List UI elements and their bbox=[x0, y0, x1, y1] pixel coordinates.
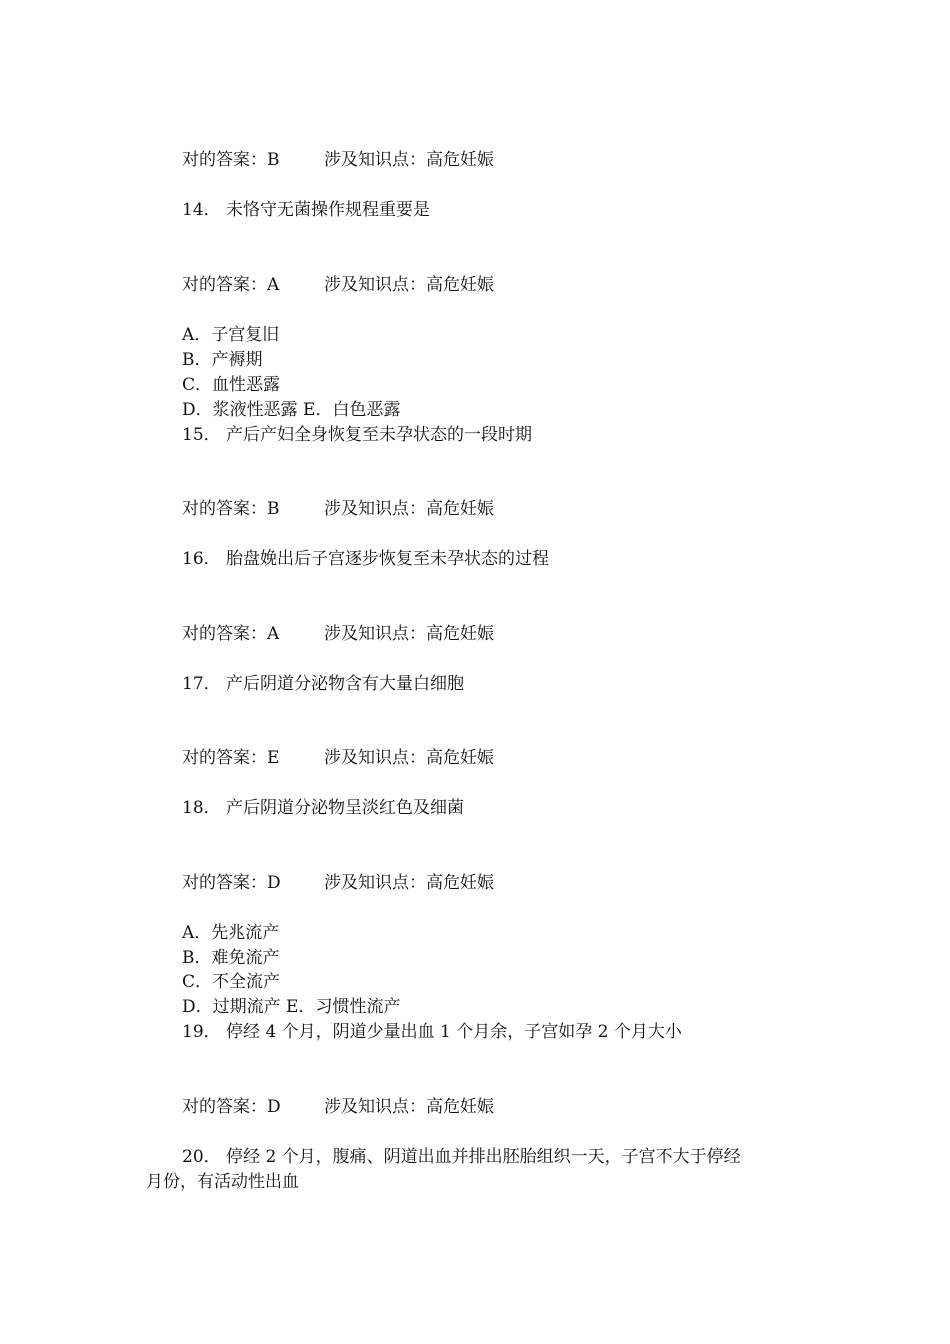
correct-answer: 对的答案：A bbox=[182, 275, 280, 295]
knowledge-point: 涉及知识点：高危妊娠 bbox=[324, 624, 494, 644]
knowledge-point: 涉及知识点：高危妊娠 bbox=[324, 1097, 494, 1117]
answer-line bbox=[182, 1095, 494, 1119]
answer-line bbox=[182, 273, 494, 297]
answer-line bbox=[182, 497, 494, 521]
option-item: A．子宫复旧 bbox=[182, 325, 280, 345]
correct-answer: 对的答案：E bbox=[182, 748, 280, 768]
correct-answer: 对的答案：A bbox=[182, 624, 280, 644]
answer-line bbox=[182, 871, 494, 895]
knowledge-point: 涉及知识点：高危妊娠 bbox=[324, 275, 494, 295]
correct-answer: 对的答案：D bbox=[182, 1097, 281, 1117]
question-20-line-1: 20． 停经 2 个月，腹痛、阴道出血并排出胚胎组织一天，子宫不大于停经 bbox=[182, 1147, 741, 1167]
question-14: 14． 未恪守无菌操作规程重要是 bbox=[182, 200, 431, 220]
option-item: D．过期流产 E．习惯性流产 bbox=[182, 997, 401, 1017]
question-15: 15． 产后产妇全身恢复至未孕状态的一段时期 bbox=[182, 425, 533, 445]
knowledge-point: 涉及知识点：高危妊娠 bbox=[324, 873, 494, 893]
answer-line bbox=[182, 148, 494, 172]
question-17: 17． 产后阴道分泌物含有大量白细胞 bbox=[182, 674, 465, 694]
question-20-line-2: 月份，有活动性出血 bbox=[146, 1172, 299, 1192]
answer-line bbox=[182, 746, 494, 770]
knowledge-point: 涉及知识点：高危妊娠 bbox=[324, 748, 494, 768]
knowledge-point: 涉及知识点：高危妊娠 bbox=[324, 150, 494, 170]
question-18: 18． 产后阴道分泌物呈淡红色及细菌 bbox=[182, 798, 465, 818]
question-19: 19． 停经 4 个月，阴道少量出血 1 个月余，子宫如孕 2 个月大小 bbox=[182, 1022, 682, 1042]
option-item: B．难免流产 bbox=[182, 948, 280, 968]
option-item: A．先兆流产 bbox=[182, 923, 280, 943]
option-item: C．不全流产 bbox=[182, 972, 281, 992]
knowledge-point: 涉及知识点：高危妊娠 bbox=[324, 499, 494, 519]
correct-answer: 对的答案：B bbox=[182, 150, 280, 170]
correct-answer: 对的答案：B bbox=[182, 499, 280, 519]
answer-line bbox=[182, 622, 494, 646]
option-item: B．产褥期 bbox=[182, 350, 263, 370]
option-item: C．血性恶露 bbox=[182, 375, 281, 395]
question-16: 16． 胎盘娩出后子宫逐步恢复至未孕状态的过程 bbox=[182, 549, 550, 569]
option-item: D．浆液性恶露 E．白色恶露 bbox=[182, 400, 401, 420]
correct-answer: 对的答案：D bbox=[182, 873, 281, 893]
